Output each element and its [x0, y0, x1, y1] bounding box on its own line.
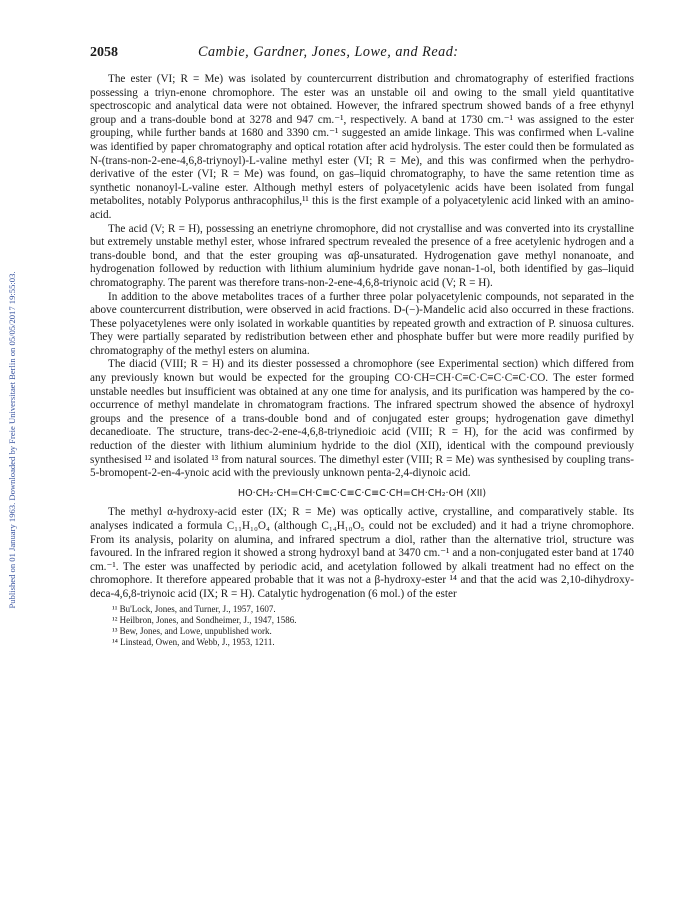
paragraph-polar-polyacetylenes: In addition to the above metabolites traces of a further three polar polyacetylenic compounds, not separated in the above countercurrent distribution, were observed in acid fractions. D-(−)-Mandelic acid also occurred in these fractions. These polyacetylenes were only isolated in workable quantities by repeated growth and extraction of P. sinuosa cultures. They were partially separated by redistribution between ether and phosphate buffer but were more readily purified by chromatography of the methyl esters on alumina.	[90, 290, 634, 357]
diol-formula-xii: HO·CH₂·CH=CH·C≡C·C≡C·C≡C·CH=CH·CH₂·OH (XII)	[237, 487, 487, 499]
footnote-11: ¹¹ Bu'Lock, Jones, and Turner, J., 1957, 1607.	[112, 603, 276, 614]
footnote-12: ¹² Heilbron, Jones, and Sondheimer, J., 1947, 1586.	[112, 614, 297, 625]
page-number: 2058	[90, 45, 118, 60]
download-notice-margin	[0, 0, 24, 912]
running-title: Cambie, Gardner, Jones, Lowe, and Read:	[198, 44, 459, 60]
paragraph-diacid-viii: The diacid (VIII; R = H) and its diester possessed a chromophore (see Experimental section) which differed from any previously known but would be expected for the grouping CO·CH=CH·C≡C·C≡C·C≡C·CO. The ester formed unstable needles but insufficient was obtained at any one time for analysis, and its purification was hampered by the co-occurrence of methyl mandelate in chromatogram fractions. The infrared spectrum showed the absence of hydroxyl groups and the presence of a trans-double bond and of conjugated ester groups; hydrogenation gave dimethyl decanedioate. The structure, trans-dec-2-ene-4,6,8-triynedioic acid (VIII; R = H), for the acid was confirmed by reduction of the diester with lithium aluminium hydride to the diol (XII), identical with the compound previously synthesised ¹² and isolated ¹³ from natural sources. The dimethyl ester (VIII; R = Me) was synthesised by coupling trans-5-bromopent-2-en-4-ynoic acid with the previously unknown penta-2,4-diynoic acid.	[90, 358, 634, 480]
page-header	[90, 46, 634, 62]
paragraph-acid-v: The acid (V; R = H), possessing an enetriyne chromophore, did not crystallise and was converted into its crystalline but extremely unstable methyl ester, whose infrared spectrum revealed the presence of a free acetylenic hydrogen and a trans-double bond, and that the ester grouping was αβ-unsaturated. Hydrogenation gave methyl nonanoate, and hydrogenation followed by reduction with lithium aluminium hydride gave nonan-1-ol, both identified by gas–liquid chromatography. The parent was therefore trans-non-2-ene-4,6,8-triynoic acid (V; R = H).	[90, 222, 634, 289]
journal-page	[90, 46, 634, 648]
download-notice: Published on 01 January 1963. Downloaded by Freie Universitaet Berlin on 05/05/2017 19:55:03.	[7, 271, 17, 609]
footnotes	[90, 604, 634, 648]
paragraph-ester-vi: The ester (VI; R = Me) was isolated by countercurrent distribution and chromatography of esterified fractions possessing a triyn-enone chromophore. The ester was an unstable oil and owing to the small yield quantitative spectroscopic and analytical data were not obtained. However, the infrared spectrum showed bands of a free ethynyl group and a trans-double bond at 3278 and 947 cm.⁻¹, respectively. A band at 1730 cm.⁻¹ was assigned to the ester grouping, while further bands at 1680 and 3390 cm.⁻¹ suggested an amide linkage. This was confirmed when L-valine was identified by paper chromatography and optical rotation after acid hydrolysis. The ester could then be formulated as N-(trans-non-2-ene-4,6,8-triynoyl)-L-valine methyl ester (VI; R = Me), and this was confirmed when the perhydro-derivative of the ester (VI; R = Me) was found, on gas–liquid chromatography, to have the same retention time as synthetic nonanoyl-L-valine ester. Although methyl esters of polyacetylenic acids have been isolated from fungal metabolites, notably Polyporus anthracophilus,¹¹ this is the first example of a polyacetylenic acid linked with an amino-acid.	[90, 73, 634, 221]
footnote-14: ¹⁴ Linstead, Owen, and Webb, J., 1953, 1211.	[112, 636, 275, 647]
footnote-13: ¹³ Bew, Jones, and Lowe, unpublished work.	[112, 625, 272, 636]
paragraph-hydroxy-acid-ester: The methyl α-hydroxy-acid ester (IX; R = Me) was optically active, crystalline, and comparatively stable. Its analyses indicated a formula C₁₁H₁₀O₄ (although C₁₄H₁₀O₅ could not be excluded) and it had a triyne chromophore. From its analysis, polarity on alumina, and infrared spectrum a diol, rather than the alternative triol, structure was favoured. In the infrared region it showed a strong hydroxyl band at 3470 cm.⁻¹ and a non-conjugated ester band at 1740 cm.⁻¹. The ester was unaffected by periodic acid, and acetylation followed by alkali treatment had no effect on the chromophore. It therefore appeared probable that it was not a β-hydroxy-ester ¹⁴ and that the acid was 2,10-dihydroxy-deca-4,6,8-triynoic acid (IX; R = H). Catalytic hydrogenation (6 mol.) of the ester	[90, 506, 634, 600]
